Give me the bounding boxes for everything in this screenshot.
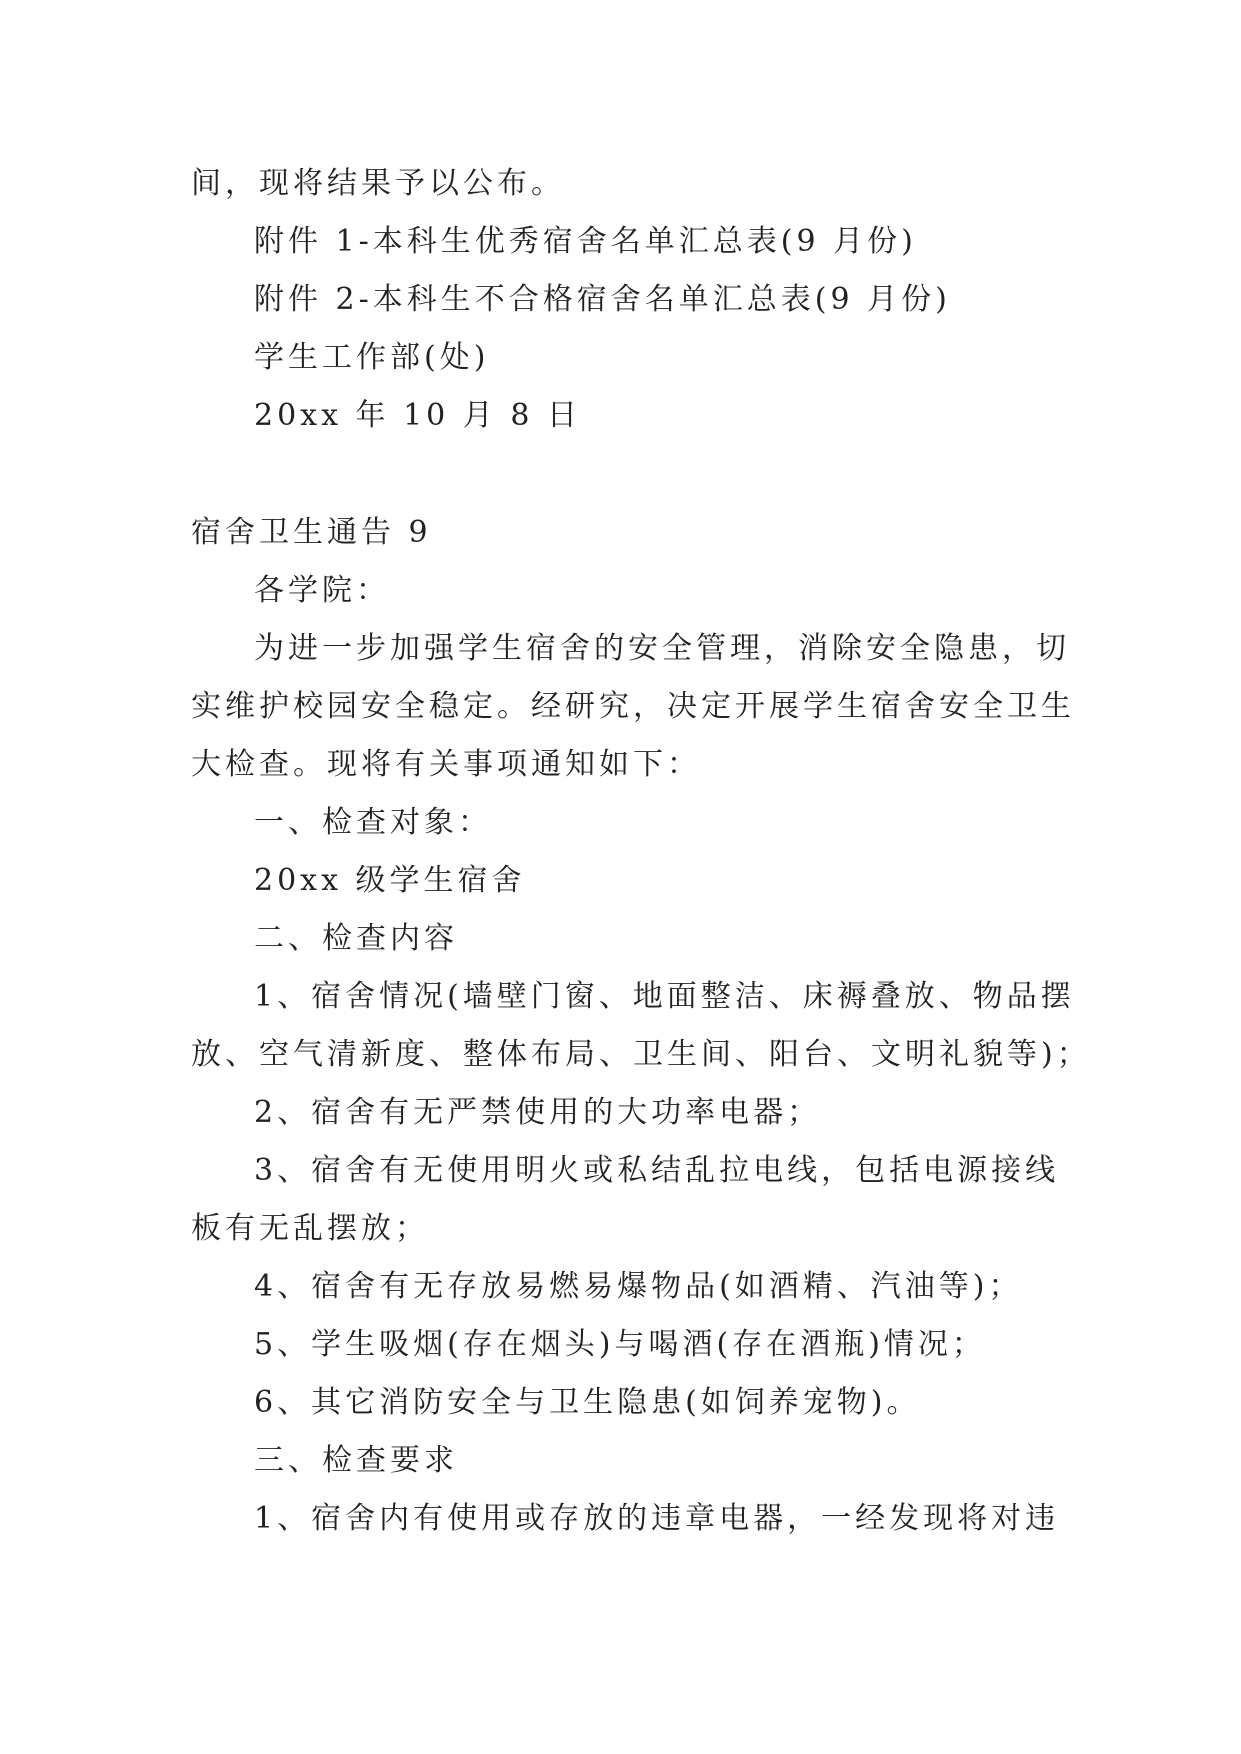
text-line: 20xx 级学生宿舍	[254, 863, 526, 898]
text-line: 二、检查内容	[254, 921, 458, 956]
text-line: 实维护校园安全稳定。经研究，决定开展学生宿舍安全卫生	[191, 689, 1075, 724]
text-line: 1、宿舍情况(墙壁门窗、地面整洁、床褥叠放、物品摆	[254, 979, 1075, 1014]
text-line: 放、空气清新度、整体布局、卫生间、阳台、文明礼貌等)；	[191, 1037, 1091, 1072]
text-line: 2、宿舍有无严禁使用的大功率电器；	[254, 1095, 822, 1130]
text-line: 附件 1-本科生优秀宿舍名单汇总表(9 月份)	[254, 224, 917, 259]
text-line: 各学院：	[254, 573, 390, 608]
text-line: 间，现将结果予以公布。	[191, 166, 565, 201]
text-line: 三、检查要求	[254, 1443, 458, 1478]
text-line: 大检查。现将有关事项通知如下：	[191, 747, 701, 782]
text-line: 学生工作部(处)	[254, 340, 490, 375]
text-line: 板有无乱摆放；	[191, 1211, 429, 1246]
text-line: 一、检查对象：	[254, 805, 492, 840]
text-line: 20xx 年 10 月 8 日	[254, 398, 581, 433]
text-line: 为进一步加强学生宿舍的安全管理，消除安全隐患，切	[254, 631, 1070, 666]
section-title: 宿舍卫生通告 9	[191, 515, 432, 550]
text-line: 附件 2-本科生不合格宿舍名单汇总表(9 月份)	[254, 282, 951, 317]
text-line: 4、宿舍有无存放易燃易爆物品(如酒精、汽油等)；	[254, 1269, 1023, 1304]
text-line: 6、其它消防安全与卫生隐患(如饲养宠物)。	[254, 1385, 921, 1420]
text-line: 3、宿舍有无使用明火或私结乱拉电线，包括电源接线	[254, 1153, 1060, 1188]
text-line: 1、宿舍内有使用或存放的违章电器，一经发现将对违	[254, 1501, 1060, 1536]
text-line: 5、学生吸烟(存在烟头)与喝酒(存在酒瓶)情况；	[254, 1327, 986, 1362]
